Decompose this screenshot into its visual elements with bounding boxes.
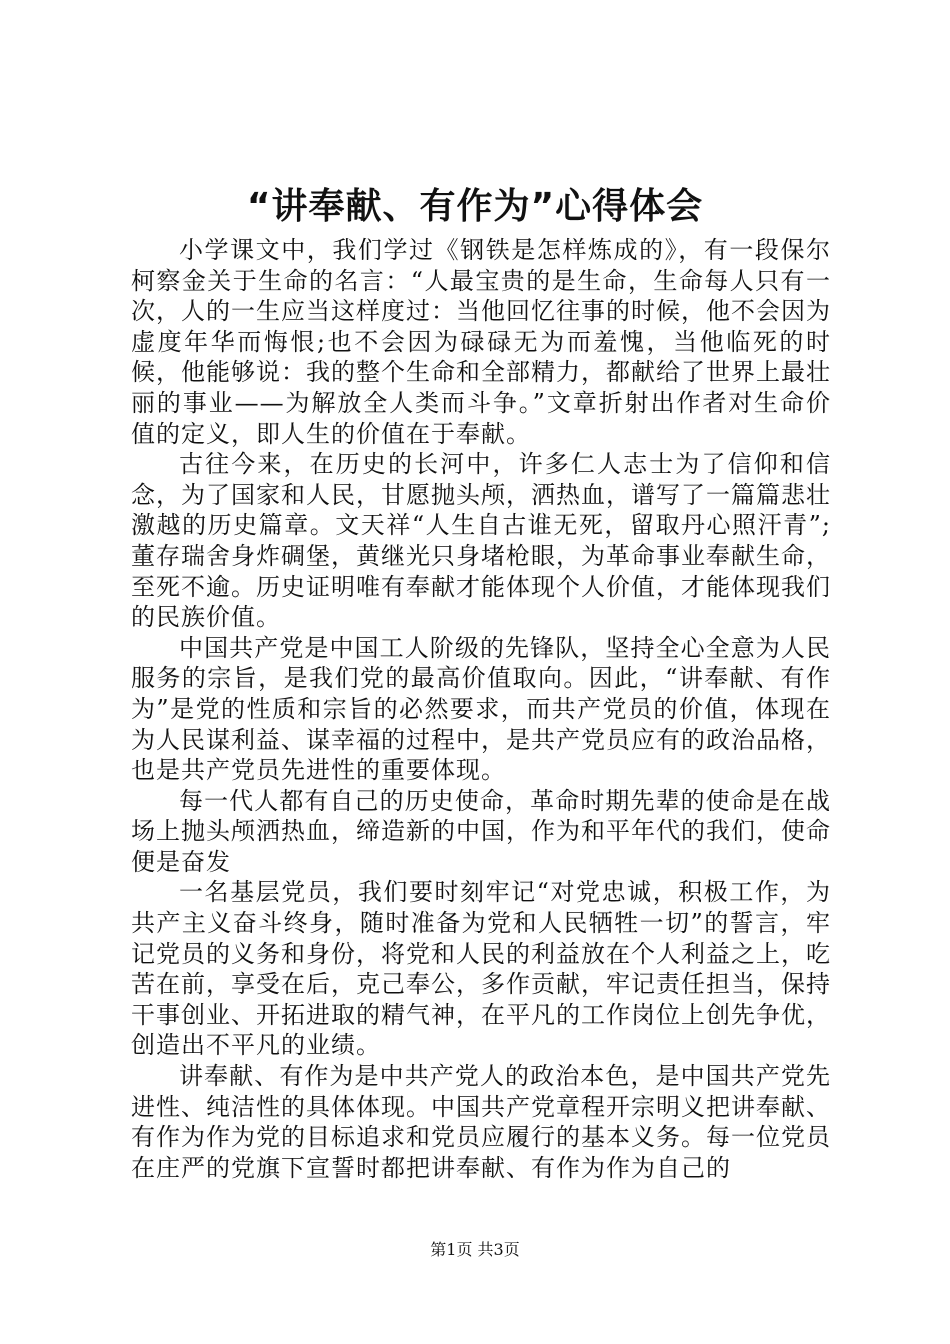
page-number-footer: 第1页 共3页: [430, 1240, 520, 1259]
paragraph: 古往今来，在历史的长河中，许多仁人志士为了信仰和信念，为了国家和人民，甘愿抛头颅，洒热血，谱写了一篇篇悲壮激越的历史篇章。文天祥“人生自古谁无死，留取丹心照汗青”;董存瑞舍身炸碉堡，黄继光只身堵枪眼，为革命事业奉献生命，至死不逾。历史证明唯有奉献才能体现个人价值，才能体现我们的民族价值。: [131, 450, 831, 632]
document-body: [131, 235, 831, 1183]
paragraph: 小学课文中，我们学过《钢铁是怎样炼成的》，有一段保尔柯察金关于生命的名言：“人最宝贵的是生命，生命每人只有一次，人的一生应当这样度过：当他回忆往事的时候，他不会因为虚度年华而悔恨;也不会因为碌碌无为而羞愧，当他临死的时候，他能够说：我的整个生命和全部精力，都献给了世界上最壮丽的事业——为解放全人类而斗争。”文章折射出作者对生命价值的定义，即人生的价值在于奉献。: [131, 236, 831, 448]
paragraph: 讲奉献、有作为是中共产党人的政治本色，是中国共产党先进性、纯洁性的具体体现。中国共产党章程开宗明义把讲奉献、有作为作为党的目标追求和党员应履行的基本义务。每一位党员在庄严的党旗下宣誓时都把讲奉献、有作为作为自己的: [131, 1062, 831, 1182]
paragraph: 中国共产党是中国工人阶级的先锋队，坚持全心全意为人民服务的宗旨，是我们党的最高价值取向。因此，“讲奉献、有作为”是党的性质和宗旨的必然要求，而共产党员的价值，体现在为人民谋利益、谋幸福的过程中，是共产党员应有的政治品格，也是共产党员先进性的重要体现。: [131, 633, 831, 785]
document-title: “讲奉献、有作为”心得体会: [246, 186, 704, 227]
paragraph: 一名基层党员，我们要时刻牢记“对党忠诚，积极工作，为共产主义奋斗终身，随时准备为党和人民牺牲一切”的誓言，牢记党员的义务和身份，将党和人民的利益放在个人利益之上，吃苦在前，享受在后，克己奉公，多作贡献，牢记责任担当，保持干事创业、开拓进取的精气神，在平凡的工作岗位上创先争优，创造出不平凡的业绩。: [131, 878, 831, 1060]
paragraph: 每一代人都有自己的历史使命，革命时期先辈的使命是在战场上抛头颅洒热血，缔造新的中国，作为和平年代的我们，使命便是奋发: [131, 786, 831, 876]
